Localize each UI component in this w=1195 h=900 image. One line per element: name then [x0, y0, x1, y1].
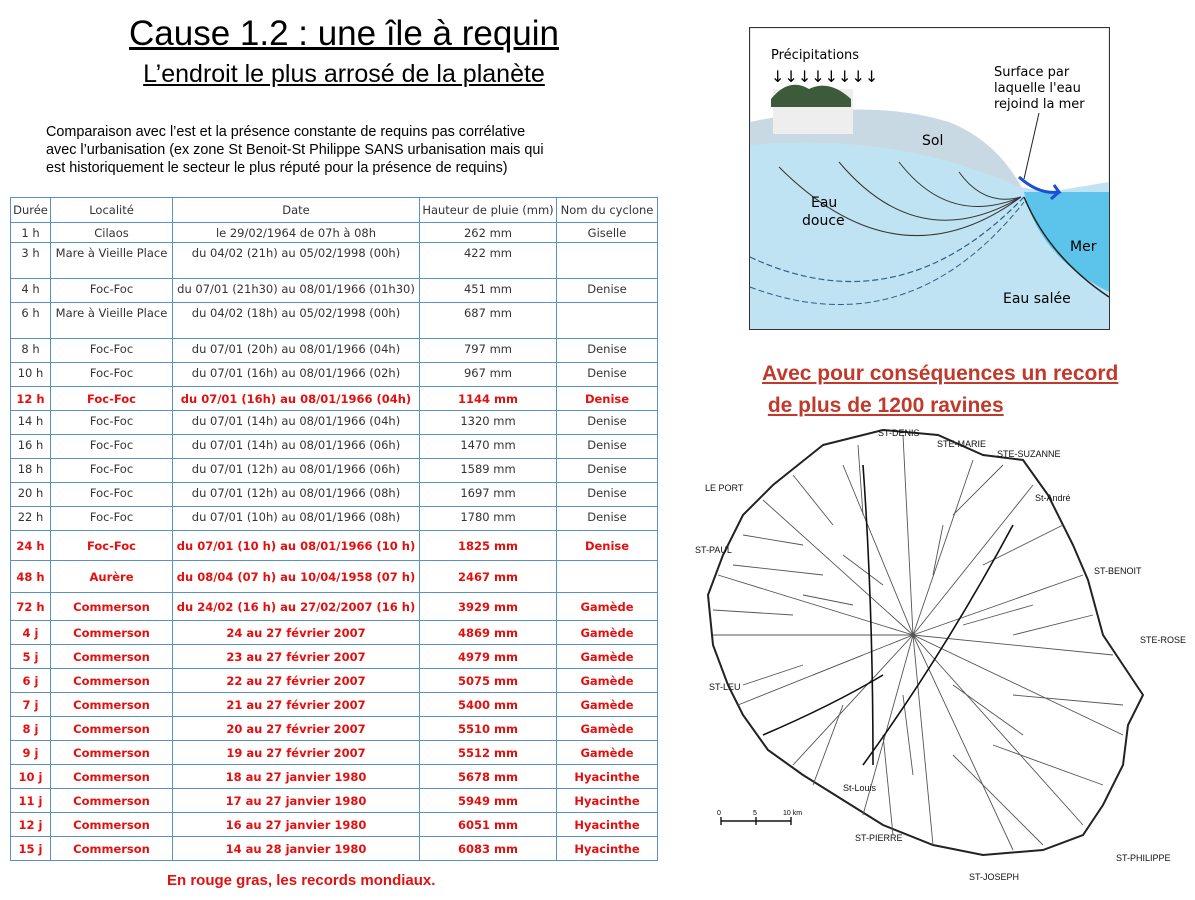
table-row — [11, 303, 658, 339]
cell-duree: 72 h — [11, 593, 51, 621]
table-row — [11, 593, 658, 621]
cell-date: du 07/01 (12h) au 08/01/1966 (08h) — [173, 483, 420, 507]
cell-duree: 12 j — [11, 813, 51, 837]
cell-hauteur: 1589 mm — [420, 459, 557, 483]
cell-hauteur: 5400 mm — [420, 693, 557, 717]
cell-date: 23 au 27 février 2007 — [173, 645, 420, 669]
table-row — [11, 561, 658, 593]
records-footnote: En rouge gras, les records mondiaux. — [167, 872, 436, 889]
cell-date: 19 au 27 février 2007 — [173, 741, 420, 765]
cell-localite: Commerson — [51, 741, 173, 765]
cell-hauteur: 5510 mm — [420, 717, 557, 741]
label-st-leu: ST-LEU — [709, 682, 741, 692]
table-row — [11, 387, 658, 411]
surface-label-line: rejoind la mer — [994, 97, 1085, 112]
consequence-line: de plus de 1200 ravines — [767, 394, 1004, 417]
cell-localite: Aurère — [51, 561, 173, 593]
cell-cyclone: Denise — [557, 459, 658, 483]
cell-date: du 04/02 (18h) au 05/02/1998 (00h) — [173, 303, 420, 339]
cell-date: 22 au 27 février 2007 — [173, 669, 420, 693]
cell-cyclone: Gamède — [557, 693, 658, 717]
label-ste-suzanne: STE-SUZANNE — [997, 449, 1061, 459]
table-row — [11, 837, 658, 861]
cell-cyclone: Giselle — [557, 223, 658, 243]
cell-duree: 20 h — [11, 483, 51, 507]
surface-label-line: laquelle l'eau — [994, 81, 1081, 96]
cell-cyclone: Hyacinthe — [557, 813, 658, 837]
cell-hauteur: 262 mm — [420, 223, 557, 243]
freshwater-diagram — [749, 27, 1110, 330]
cell-hauteur: 5075 mm — [420, 669, 557, 693]
intro-line: avec l’urbanisation (ex zone St Benoit-St Philippe SANS urbanisation mais qui — [46, 142, 544, 158]
col-header-hauteur: Hauteur de pluie (mm) — [420, 198, 557, 223]
cell-date: du 07/01 (10 h) au 08/01/1966 (10 h) — [173, 531, 420, 561]
table-row — [11, 411, 658, 435]
cell-cyclone: Hyacinthe — [557, 765, 658, 789]
cell-hauteur: 1320 mm — [420, 411, 557, 435]
cell-hauteur: 4869 mm — [420, 621, 557, 645]
cell-cyclone: Denise — [557, 435, 658, 459]
cell-cyclone — [557, 561, 658, 593]
cell-cyclone: Gamède — [557, 621, 658, 645]
cell-duree: 6 h — [11, 303, 51, 339]
eau-douce-label: Eau — [811, 195, 838, 211]
label-st-paul: ST-PAUL — [695, 545, 732, 555]
label-ste-rose: STE-ROSE — [1140, 635, 1187, 645]
cell-duree: 24 h — [11, 531, 51, 561]
cell-cyclone: Denise — [557, 411, 658, 435]
cell-date: du 04/02 (21h) au 05/02/1998 (00h) — [173, 243, 420, 279]
cell-date: 18 au 27 janvier 1980 — [173, 765, 420, 789]
mer-label: Mer — [1070, 239, 1097, 255]
cell-localite: Commerson — [51, 693, 173, 717]
cell-date: du 07/01 (12h) au 08/01/1966 (06h) — [173, 459, 420, 483]
cell-cyclone: Denise — [557, 387, 658, 411]
table-row — [11, 223, 658, 243]
table-row — [11, 339, 658, 363]
cell-duree: 15 j — [11, 837, 51, 861]
cell-localite: Foc-Foc — [51, 363, 173, 387]
rainfall-records-table — [10, 197, 658, 861]
cell-hauteur: 6083 mm — [420, 837, 557, 861]
cell-hauteur: 1144 mm — [420, 387, 557, 411]
table-row — [11, 243, 658, 279]
table-row — [11, 813, 658, 837]
cell-localite: Foc-Foc — [51, 483, 173, 507]
cell-hauteur: 6051 mm — [420, 813, 557, 837]
cell-date: 17 au 27 janvier 1980 — [173, 789, 420, 813]
cell-cyclone: Denise — [557, 483, 658, 507]
consequence-line: Avec pour conséquences un record — [762, 362, 1119, 385]
label-st-pierre: ST-PIERRE — [855, 833, 903, 843]
cell-duree: 4 j — [11, 621, 51, 645]
table-row — [11, 483, 658, 507]
table-row — [11, 507, 658, 531]
cell-duree: 5 j — [11, 645, 51, 669]
cell-duree: 7 j — [11, 693, 51, 717]
intro-line: Comparaison avec l’est et la présence constante de requins pas corrélative — [46, 124, 526, 140]
cell-cyclone: Denise — [557, 279, 658, 303]
cell-duree: 22 h — [11, 507, 51, 531]
cell-localite: Commerson — [51, 789, 173, 813]
cell-cyclone: Denise — [557, 531, 658, 561]
col-header-localite: Localité — [51, 198, 173, 223]
cell-date: du 07/01 (16h) au 08/01/1966 (02h) — [173, 363, 420, 387]
table-row — [11, 363, 658, 387]
cell-date: 16 au 27 janvier 1980 — [173, 813, 420, 837]
cell-duree: 18 h — [11, 459, 51, 483]
cell-localite: Foc-Foc — [51, 279, 173, 303]
cell-duree: 6 j — [11, 669, 51, 693]
cell-hauteur: 687 mm — [420, 303, 557, 339]
cell-duree: 10 h — [11, 363, 51, 387]
cell-duree: 10 j — [11, 765, 51, 789]
cell-duree: 1 h — [11, 223, 51, 243]
reunion-ravines-map — [683, 405, 1195, 900]
intro-text — [46, 123, 636, 177]
cell-duree: 3 h — [11, 243, 51, 279]
cell-duree: 4 h — [11, 279, 51, 303]
cell-hauteur: 5512 mm — [420, 741, 557, 765]
cell-cyclone — [557, 243, 658, 279]
cell-hauteur: 1825 mm — [420, 531, 557, 561]
cell-date: du 07/01 (21h30) au 08/01/1966 (01h30) — [173, 279, 420, 303]
cell-hauteur: 422 mm — [420, 243, 557, 279]
label-ste-marie: STE-MARIE — [937, 439, 987, 449]
table-row — [11, 645, 658, 669]
intro-line: est historiquement le secteur le plus réputé pour la présence de requins) — [46, 160, 508, 176]
cell-duree: 11 j — [11, 789, 51, 813]
cell-localite: Commerson — [51, 593, 173, 621]
cell-hauteur: 3929 mm — [420, 593, 557, 621]
cell-date: 14 au 28 janvier 1980 — [173, 837, 420, 861]
cell-localite: Foc-Foc — [51, 387, 173, 411]
cell-date: du 07/01 (14h) au 08/01/1966 (06h) — [173, 435, 420, 459]
cell-duree: 14 h — [11, 411, 51, 435]
table-row — [11, 693, 658, 717]
cell-cyclone: Denise — [557, 339, 658, 363]
page-title: Cause 1.2 : une île à requin — [128, 14, 559, 53]
cell-date: du 07/01 (10h) au 08/01/1966 (08h) — [173, 507, 420, 531]
cell-hauteur: 5949 mm — [420, 789, 557, 813]
scale-0: 0 — [717, 810, 721, 817]
col-header-duree: Durée — [11, 198, 51, 223]
cell-date: du 07/01 (20h) au 08/01/1966 (04h) — [173, 339, 420, 363]
col-header-cyclone: Nom du cyclone — [557, 198, 658, 223]
cell-localite: Foc-Foc — [51, 411, 173, 435]
cell-cyclone: Gamède — [557, 645, 658, 669]
table-body — [11, 223, 658, 861]
cell-localite: Commerson — [51, 813, 173, 837]
label-st-andre: St-André — [1035, 493, 1071, 503]
label-st-louis: St-Louis — [843, 783, 877, 793]
cell-hauteur: 1780 mm — [420, 507, 557, 531]
table-row — [11, 669, 658, 693]
table-row — [11, 717, 658, 741]
table-header-row — [11, 198, 658, 223]
cell-localite: Commerson — [51, 621, 173, 645]
cell-hauteur: 4979 mm — [420, 645, 557, 669]
cell-localite: Commerson — [51, 717, 173, 741]
table-row — [11, 621, 658, 645]
page-subtitle: L’endroit le plus arrosé de la planète — [143, 60, 545, 88]
cell-localite: Foc-Foc — [51, 459, 173, 483]
cell-hauteur: 5678 mm — [420, 765, 557, 789]
sol-label: Sol — [922, 133, 944, 149]
table-row — [11, 741, 658, 765]
cell-localite: Commerson — [51, 765, 173, 789]
cell-cyclone — [557, 303, 658, 339]
cell-duree: 9 j — [11, 741, 51, 765]
table-row — [11, 459, 658, 483]
cell-hauteur: 451 mm — [420, 279, 557, 303]
table-row — [11, 279, 658, 303]
cell-hauteur: 967 mm — [420, 363, 557, 387]
label-le-port: LE PORT — [705, 483, 744, 493]
cell-duree: 8 h — [11, 339, 51, 363]
cell-cyclone: Denise — [557, 363, 658, 387]
cell-localite: Foc-Foc — [51, 531, 173, 561]
cell-date: du 08/04 (07 h) au 10/04/1958 (07 h) — [173, 561, 420, 593]
cell-date: du 07/01 (14h) au 08/01/1966 (04h) — [173, 411, 420, 435]
cell-hauteur: 1470 mm — [420, 435, 557, 459]
cell-cyclone: Gamède — [557, 593, 658, 621]
cell-localite: Commerson — [51, 645, 173, 669]
label-st-benoit: ST-BENOIT — [1094, 566, 1142, 576]
cell-cyclone: Hyacinthe — [557, 789, 658, 813]
table-row — [11, 789, 658, 813]
cell-date: le 29/02/1964 de 07h à 08h — [173, 223, 420, 243]
cell-cyclone: Gamède — [557, 669, 658, 693]
cell-localite: Mare à Vieille Place — [51, 303, 173, 339]
cell-localite: Commerson — [51, 669, 173, 693]
cell-localite: Cilaos — [51, 223, 173, 243]
island-outline — [708, 430, 1143, 855]
col-header-date: Date — [173, 198, 420, 223]
eau-douce-label: douce — [802, 213, 845, 229]
cell-date: du 07/01 (16h) au 08/01/1966 (04h) — [173, 387, 420, 411]
table-row — [11, 531, 658, 561]
cell-duree: 48 h — [11, 561, 51, 593]
scale-bar — [721, 817, 791, 825]
cell-cyclone: Gamède — [557, 717, 658, 741]
cell-hauteur: 2467 mm — [420, 561, 557, 593]
rain-arrows: ↓↓↓↓↓↓↓↓ — [771, 67, 879, 86]
label-st-philippe: ST-PHILIPPE — [1116, 853, 1171, 863]
cell-date: 24 au 27 février 2007 — [173, 621, 420, 645]
cell-hauteur: 797 mm — [420, 339, 557, 363]
cell-date: 21 au 27 février 2007 — [173, 693, 420, 717]
cell-duree: 8 j — [11, 717, 51, 741]
cell-hauteur: 1697 mm — [420, 483, 557, 507]
eau-salee-label: Eau salée — [1003, 291, 1071, 307]
cell-cyclone: Hyacinthe — [557, 837, 658, 861]
cell-date: 20 au 27 février 2007 — [173, 717, 420, 741]
scale-10: 10 km — [783, 810, 803, 817]
surface-label-line: Surface par — [994, 65, 1070, 80]
cell-localite: Foc-Foc — [51, 435, 173, 459]
cell-localite: Foc-Foc — [51, 339, 173, 363]
table-row — [11, 435, 658, 459]
cell-localite: Foc-Foc — [51, 507, 173, 531]
cell-cyclone: Gamède — [557, 741, 658, 765]
cell-localite: Commerson — [51, 837, 173, 861]
map-scale — [717, 810, 802, 825]
cell-duree: 16 h — [11, 435, 51, 459]
label-st-denis: ST-DENIS — [878, 428, 920, 438]
scale-5: 5 — [753, 810, 757, 817]
cell-localite: Mare à Vieille Place — [51, 243, 173, 279]
cell-duree: 12 h — [11, 387, 51, 411]
table-row — [11, 765, 658, 789]
precipitations-label: Précipitations — [771, 48, 860, 63]
cell-date: du 24/02 (16 h) au 27/02/2007 (16 h) — [173, 593, 420, 621]
cell-cyclone: Denise — [557, 507, 658, 531]
label-st-joseph: ST-JOSEPH — [969, 872, 1020, 882]
